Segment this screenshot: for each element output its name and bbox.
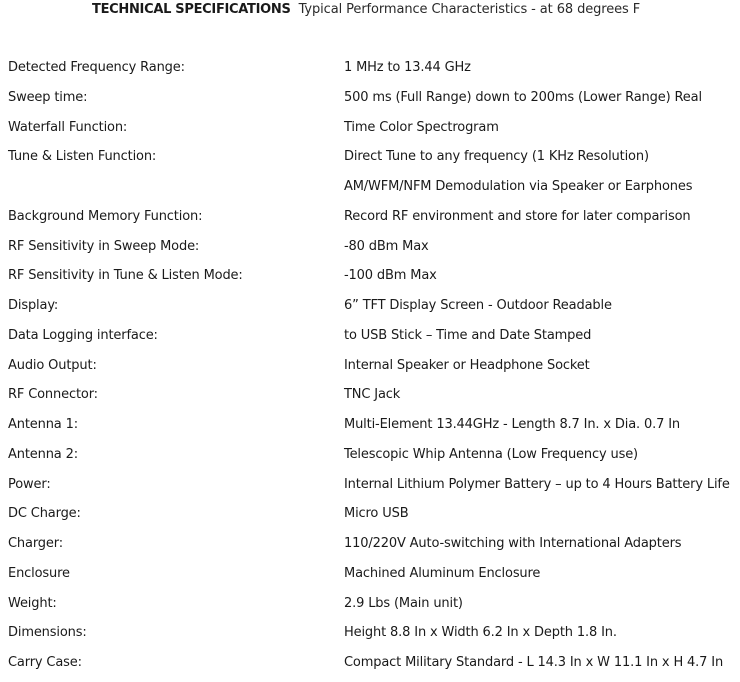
spec-row — [0, 502, 740, 532]
spec-table — [0, 56, 740, 681]
spec-row — [0, 562, 740, 592]
spec-row — [0, 354, 740, 384]
spec-value: Time Color Spectrogram — [344, 119, 499, 135]
spec-value: Compact Military Standard - L 14.3 In x W 11.1 In x H 4.7 In — [344, 655, 724, 670]
spec-label: RF Sensitivity in Tune & Listen Mode: — [8, 268, 243, 284]
spec-label: Weight: — [8, 595, 57, 611]
spec-value: Direct Tune to any frequency (1 KHz Resolution) — [344, 149, 649, 165]
spec-value: Height 8.8 In x Width 6.2 In x Depth 1.8 In. — [344, 625, 617, 641]
spec-subtitle: Typical Performance Characteristics - at 68 degrees F — [298, 2, 641, 17]
spec-row — [0, 592, 740, 622]
spec-row — [0, 443, 740, 473]
spec-row — [0, 532, 740, 562]
spec-row — [0, 205, 740, 235]
spec-value: TNC Jack — [344, 387, 401, 403]
spec-row — [0, 621, 740, 651]
spec-value: Internal Speaker or Headphone Socket — [344, 357, 590, 373]
spec-value: 2.9 Lbs (Main unit) — [344, 595, 463, 611]
spec-label: Sweep time: — [8, 89, 88, 105]
spec-value: -80 dBm Max — [344, 238, 429, 254]
spec-value: Internal Lithium Polymer Battery – up to 4 Hours Battery Life — [344, 476, 730, 492]
spec-label: RF Connector: — [8, 387, 98, 403]
spec-value: 6” TFT Display Screen - Outdoor Readable — [344, 298, 612, 313]
spec-row — [0, 294, 740, 324]
spec-label: Tune & Listen Function: — [8, 149, 157, 165]
spec-value: Telescopic Whip Antenna (Low Frequency use) — [344, 446, 638, 462]
spec-label: Antenna 1: — [8, 417, 78, 432]
spec-label: Enclosure — [8, 565, 70, 581]
spec-row — [0, 145, 740, 175]
spec-header — [92, 2, 640, 17]
spec-label: Waterfall Function: — [8, 119, 128, 135]
spec-label: RF Sensitivity in Sweep Mode: — [8, 238, 200, 254]
spec-row — [0, 413, 740, 443]
spec-value: Machined Aluminum Enclosure — [344, 565, 541, 581]
spec-label: DC Charge: — [8, 506, 81, 522]
spec-label: Carry Case: — [8, 655, 82, 670]
spec-row — [0, 235, 740, 265]
spec-label: Charger: — [8, 536, 63, 551]
spec-value: Micro USB — [344, 506, 409, 522]
spec-value: Multi-Element 13.44GHz - Length 8.7 In. x Dia. 0.7 In — [344, 417, 680, 432]
spec-label: Display: — [8, 298, 59, 313]
spec-label: Dimensions: — [8, 625, 87, 641]
spec-value: -100 dBm Max — [344, 268, 437, 284]
spec-value: to USB Stick – Time and Date Stamped — [344, 327, 592, 343]
spec-value: 110/220V Auto-switching with International Adapters — [344, 536, 682, 551]
spec-value: Record RF environment and store for later comparison — [344, 208, 691, 224]
spec-row — [0, 116, 740, 146]
spec-label: Data Logging interface: — [8, 327, 158, 343]
spec-row — [0, 56, 740, 86]
spec-row — [0, 324, 740, 354]
spec-label: Audio Output: — [8, 357, 97, 373]
spec-title: TECHNICAL SPECIFICATIONS — [92, 2, 291, 17]
spec-label: Power: — [8, 476, 51, 492]
spec-row — [0, 651, 740, 681]
spec-row — [0, 473, 740, 503]
spec-value: AM/WFM/NFM Demodulation via Speaker or Earphones — [344, 179, 693, 194]
spec-row — [0, 383, 740, 413]
spec-row — [0, 175, 740, 205]
spec-label: Background Memory Function: — [8, 208, 203, 224]
spec-value: 500 ms (Full Range) down to 200ms (Lower Range) Real — [344, 89, 702, 105]
spec-label: Antenna 2: — [8, 446, 78, 462]
spec-row — [0, 86, 740, 116]
spec-label: Detected Frequency Range: — [8, 60, 185, 75]
spec-row — [0, 264, 740, 294]
spec-value: 1 MHz to 13.44 GHz — [344, 60, 471, 75]
